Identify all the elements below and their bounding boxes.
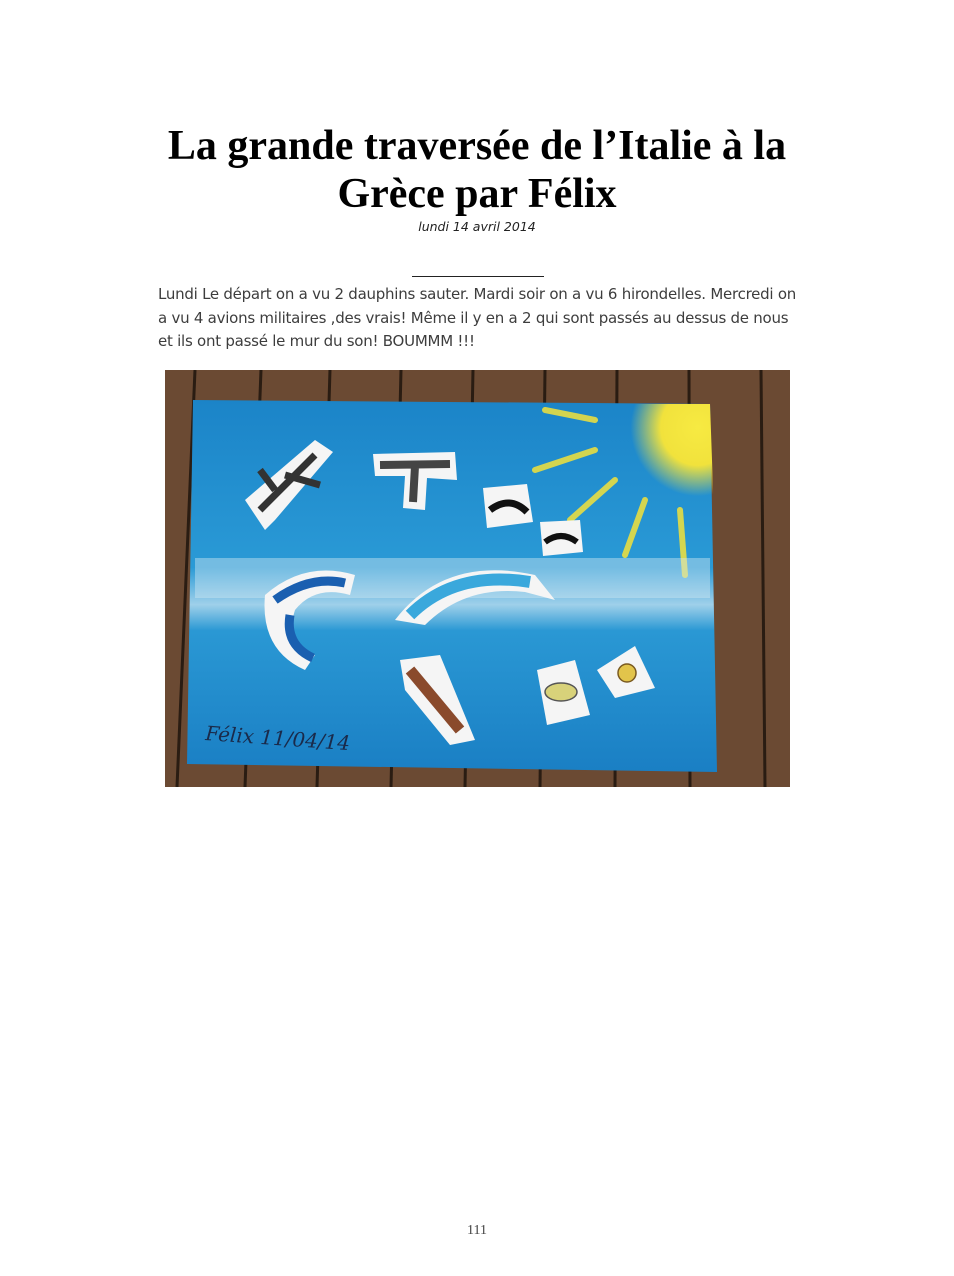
article-body: Lundi Le départ on a vu 2 dauphins sauter. Mardi soir on a vu 6 hirondelles. Mercredi on a vu 4 avions militaires ,des vrais! Même il y en a 2 qui sont passés au dessus de nous et ils ont passé le mur du son! BOUMMM !!! bbox=[158, 285, 797, 350]
drawing-signature: Félix 11/04/14 bbox=[204, 721, 351, 756]
childs-drawing-photo bbox=[165, 370, 790, 787]
bird-cutout-1 bbox=[483, 484, 533, 528]
page-number: 111 bbox=[467, 1223, 487, 1238]
separator-rule bbox=[412, 276, 544, 277]
article-title: La grande traversée de l’Italie à la Grèce par Félix bbox=[167, 123, 787, 217]
article-date: lundi 14 avril 2014 bbox=[418, 219, 536, 234]
bird-cutout-2 bbox=[540, 520, 583, 556]
